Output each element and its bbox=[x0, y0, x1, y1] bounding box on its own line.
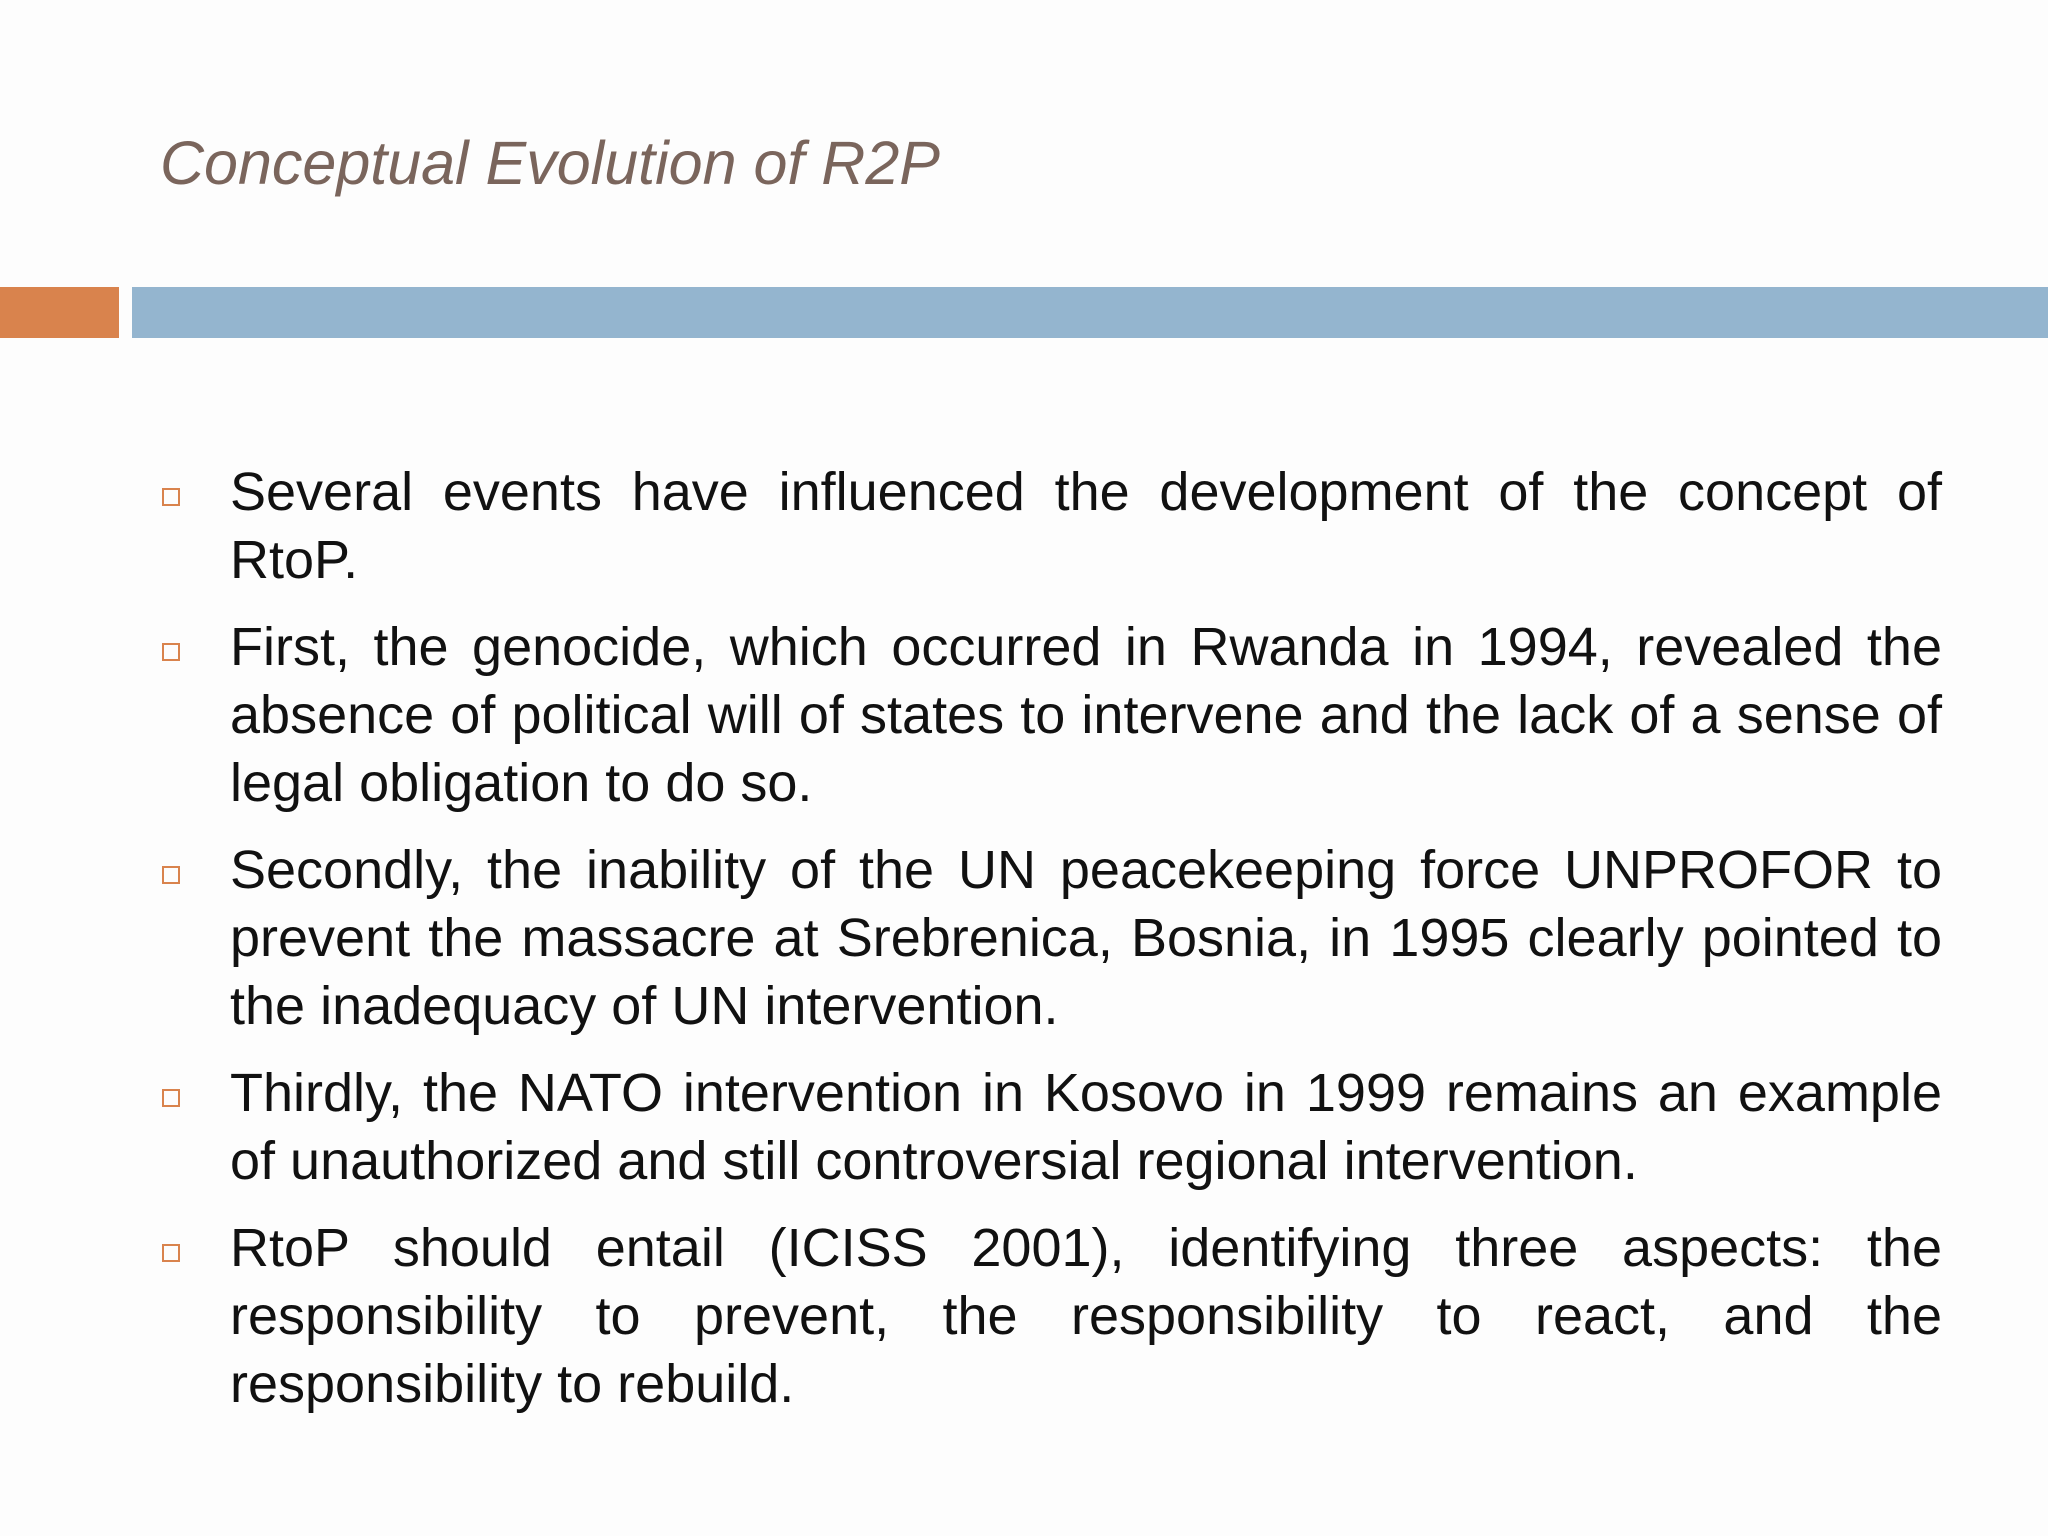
hollow-square-icon bbox=[162, 643, 180, 661]
bullet-text: Thirdly, the NATO intervention in Kosovo in 1999 remains an example of unauthorized and still controversial regional intervention. bbox=[230, 1063, 1942, 1191]
bullet-item bbox=[160, 1214, 1942, 1418]
bullet-item bbox=[160, 836, 1942, 1040]
slide-title: Conceptual Evolution of R2P bbox=[160, 129, 940, 197]
hollow-square-icon bbox=[162, 1244, 180, 1262]
blue-header-bar bbox=[132, 287, 2048, 338]
bullet-text: First, the genocide, which occurred in Rwanda in 1994, revealed the absence of political will of states to intervene and the lack of a sense of legal obligation to do so. bbox=[230, 617, 1942, 813]
bullet-item bbox=[160, 1059, 1942, 1195]
bullet-text: Secondly, the inability of the UN peacekeeping force UNPROFOR to prevent the massacre at Srebrenica, Bosnia, in 1995 clearly pointed to the inadequacy of UN intervention. bbox=[230, 840, 1942, 1036]
bullet-list bbox=[160, 458, 1942, 1437]
bullet-text: Several events have influenced the development of the concept of RtoP. bbox=[230, 462, 1942, 590]
bullet-item bbox=[160, 613, 1942, 817]
hollow-square-icon bbox=[162, 1089, 180, 1107]
bullet-text: RtoP should entail (ICISS 2001), identifying three aspects: the responsibility to prevent, the responsibility to react, and the responsibility to rebuild. bbox=[230, 1218, 1942, 1414]
bullet-item bbox=[160, 458, 1942, 594]
hollow-square-icon bbox=[162, 488, 180, 506]
hollow-square-icon bbox=[162, 866, 180, 884]
orange-accent-bar bbox=[0, 287, 119, 338]
